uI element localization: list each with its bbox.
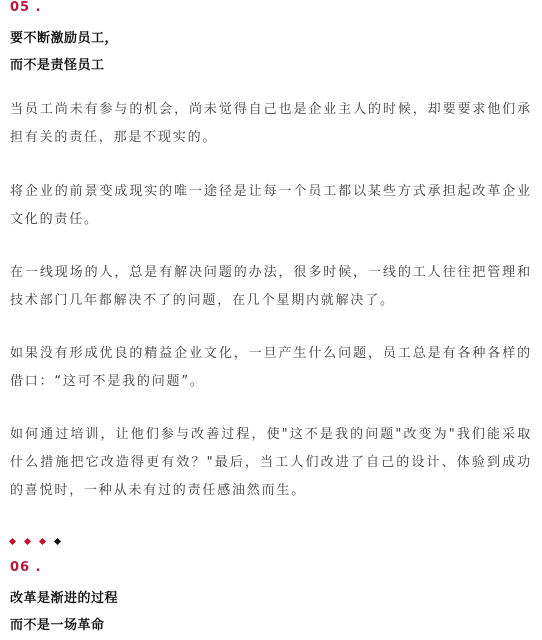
paragraph-4: 如果没有形成优良的精益企业文化，一旦产生什么问题，员工总是有各种各样的借口：“这可不是我的问题”。 [10, 346, 532, 389]
section-heading-line-1: 改革是渐进的过程 [10, 591, 119, 606]
section-number-05: 05 . [10, 0, 42, 15]
paragraph-1: 当员工尚未有参与的机会，尚未觉得自己也是企业主人的时候，却要要求他们承担有关的责任，那是不现实的。 [10, 102, 532, 145]
divider-diamond-icon [9, 537, 16, 544]
section-heading-line-2: 而不是责怪员工 [10, 58, 105, 73]
divider-diamond-icon [54, 537, 61, 544]
paragraph-2: 将企业的前景变成现实的唯一途径是让每一个员工都以某些方式承担起改革企业文化的责任。 [10, 184, 532, 227]
section-heading-line-2: 而不是一场革命 [10, 618, 105, 633]
section-heading-line-1: 要不断激励员工， [10, 31, 119, 46]
section-number-06: 06 . [10, 560, 42, 575]
section-divider [10, 535, 70, 547]
paragraph-3: 在一线现场的人，总是有解决问题的办法，很多时候，一线的工人往往把管理和技术部门几年都解决不了的问题，在几个星期内就解决了。 [10, 265, 532, 308]
paragraph-5: 如何通过培训，让他们参与改善过程，使"这不是我的问题"改变为"我们能采取什么措施把它改造得更有效？"最后，当工人们改进了自己的设计、体验到成功的喜悦时，一种从未有过的责任感油然而生。 [10, 427, 532, 498]
divider-diamond-icon [24, 537, 31, 544]
divider-diamond-icon [39, 537, 46, 544]
